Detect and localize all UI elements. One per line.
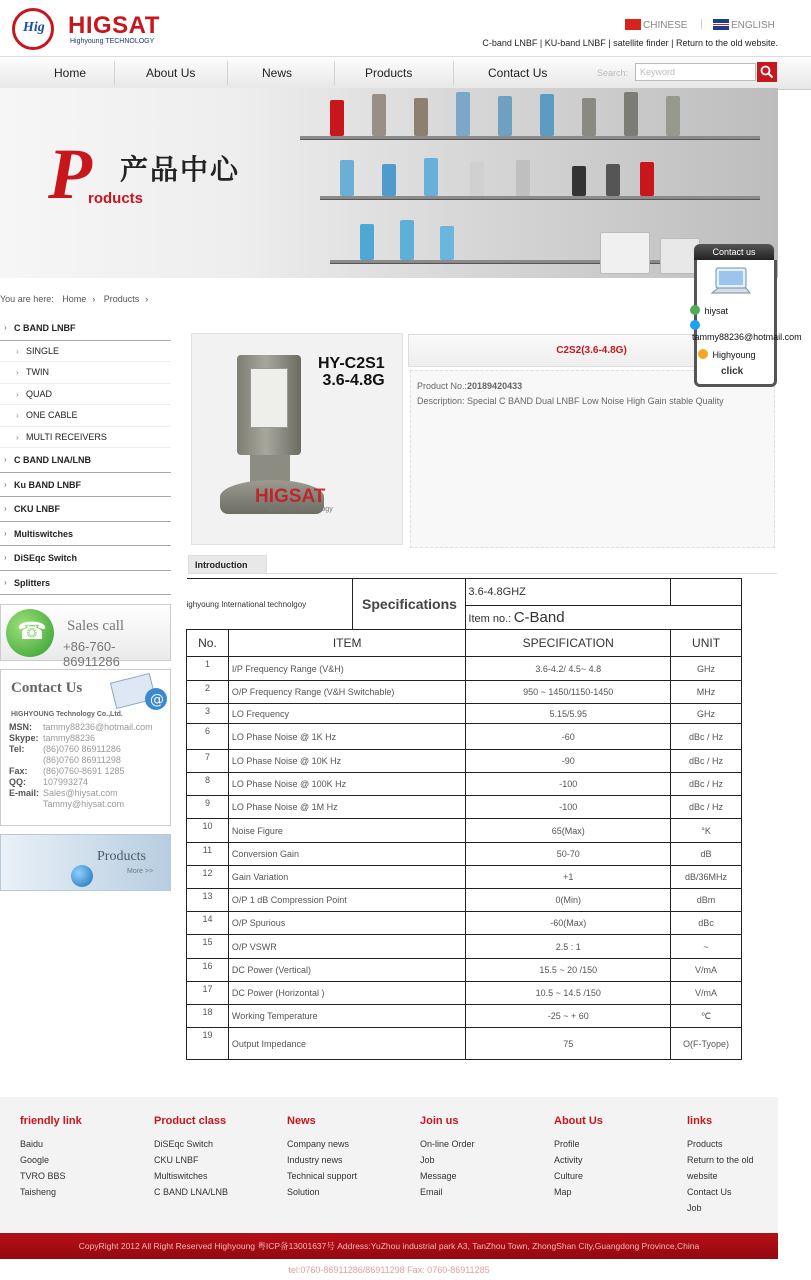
contact-company: HIGHYOUNG Technology Co.,Ltd.: [11, 711, 123, 718]
spec-cell-no: 6: [187, 724, 229, 750]
lnb-image: [572, 166, 586, 196]
nav-home[interactable]: Home: [54, 66, 87, 80]
spec-cell-no: 16: [187, 959, 229, 982]
spec-cell-unit: dB: [671, 843, 742, 866]
lnb-image: [330, 100, 344, 136]
lnb-image: [470, 162, 484, 196]
spec-row: [187, 1028, 742, 1060]
floating-contact-skype[interactable]: [690, 320, 702, 331]
spec-cell-spec: -100: [466, 773, 671, 796]
spec-cell-spec: -90: [466, 750, 671, 773]
footer-column-title: Join us: [420, 1115, 459, 1127]
footer-link[interactable]: C BAND LNA/LNB: [154, 1187, 229, 1197]
contact-msn: MSN: tammy88236@hotmail.com: [9, 722, 153, 732]
spec-cell-item: Gain Variation: [228, 866, 465, 889]
arrow-icon: ›: [16, 389, 19, 399]
spec-cell-item: Output Impedance: [228, 1028, 465, 1060]
spec-cell-spec: -60(Max): [466, 912, 671, 935]
spec-row: [187, 959, 742, 982]
spec-cell-spec: 2.5 : 1: [466, 935, 671, 959]
spec-cell-spec: +1: [466, 866, 671, 889]
footer-link[interactable]: Industry news: [287, 1155, 343, 1165]
footer-link[interactable]: On-line Order: [420, 1139, 475, 1149]
floating-contact-qq[interactable]: Highyoung: [698, 349, 756, 360]
contact-skype: Skype: tammy88236: [9, 733, 96, 743]
spec-cell-item: LO Phase Noise @ 1K Hz: [228, 724, 465, 750]
banner-letter: P: [48, 134, 92, 214]
spec-cell-unit: dBc: [671, 912, 742, 935]
spec-cell-no: 8: [187, 773, 229, 796]
footer-link[interactable]: Products: [687, 1139, 723, 1149]
spec-row: [187, 935, 742, 959]
sales-call-number: +86-760-86911286: [63, 639, 120, 669]
footer-link[interactable]: CKU LNBF: [154, 1155, 199, 1165]
msn-icon: [690, 305, 700, 315]
lnb-image: [498, 96, 512, 136]
product-description: Description: Special C BAND Dual LNBF Low Noise High Gain stable Quality: [417, 396, 724, 406]
spec-cell-unit: ℃: [671, 1005, 742, 1028]
lnb-image: [372, 94, 386, 136]
footer-link[interactable]: Company news: [287, 1139, 350, 1149]
product-image-model: HY-C2S1 3.6-4.8G: [318, 355, 385, 389]
spec-cell-spec: 950 ~ 1450/1150-1450: [466, 681, 671, 704]
lnb-image: [340, 160, 354, 196]
sidebar-item-ku-band-lnbf[interactable]: › Ku BAND LNBF: [0, 473, 171, 498]
contact-qq: QQ: 107993274: [9, 777, 89, 787]
contact-tel-2: (86)0760 86911298: [43, 755, 121, 765]
spec-header-no: No.: [187, 630, 229, 657]
spec-cell-unit: MHz: [671, 681, 742, 704]
top-quick-links[interactable]: C-band LNBF | KU-band LNBF | satellite finder | Return to the old website.: [482, 38, 778, 48]
lnb-image: [666, 96, 680, 136]
sidebar-subitem-twin[interactable]: › TWIN: [0, 362, 171, 384]
arrow-icon: ›: [4, 528, 7, 538]
spec-cell-item: LO Frequency: [228, 704, 465, 724]
lnb-image: [640, 162, 654, 196]
spec-cell-spec: 5.15/5.95: [466, 704, 671, 724]
spec-cell-unit: °K: [671, 819, 742, 843]
spec-cell-item: LO Phase Noise @ 100K Hz: [228, 773, 465, 796]
footer-link[interactable]: Job: [420, 1155, 435, 1165]
arrow-icon: ›: [4, 553, 7, 563]
spec-cell-item: LO Phase Noise @ 10K Hz: [228, 750, 465, 773]
product-number: Product No.:20189420433: [417, 381, 523, 391]
spec-item-no: Item no.: C-Band: [466, 606, 742, 630]
footer-column: [20, 1115, 82, 1200]
search-input[interactable]: Keyword: [635, 63, 756, 81]
spec-cell-unit: V/mA: [671, 959, 742, 982]
phone-icon: ☎: [6, 609, 54, 657]
footer-tel-fax: tel:0760-86911286/86911298 Fax: 0760-86911285: [288, 1265, 490, 1275]
spec-row: [187, 982, 742, 1005]
computer-icon: [710, 266, 754, 298]
footer-link[interactable]: website: [687, 1171, 718, 1181]
spec-cell-spec: 0(Min): [466, 889, 671, 912]
chevron-right-icon: ›: [92, 294, 96, 304]
spec-cell-item: LO Phase Noise @ 1M Hz: [228, 796, 465, 819]
spec-cell-unit: GHz: [671, 657, 742, 681]
footer-link[interactable]: Email: [420, 1187, 443, 1197]
footer-column: [554, 1115, 603, 1200]
lnb-label-image: [250, 368, 288, 428]
spec-cell-no: 2: [187, 681, 229, 704]
lnb-image: [414, 98, 428, 136]
sidebar-item-multiswitches[interactable]: › Multiswitches: [0, 522, 171, 547]
spec-row: [187, 912, 742, 935]
footer-link[interactable]: Culture: [554, 1171, 584, 1181]
spec-cell-unit: dBc / Hz: [671, 796, 742, 819]
lnb-image: [360, 224, 374, 260]
banner-title-cn: 产品中心: [120, 153, 241, 186]
spec-cell-no: 3: [187, 704, 229, 724]
spec-cell-no: 9: [187, 796, 229, 819]
chevron-right-icon: ›: [145, 294, 149, 304]
nav-about-us[interactable]: About Us: [146, 66, 196, 80]
logo-subtitle: Highyoung TECHNOLOGY: [70, 38, 155, 45]
arrow-icon: ›: [4, 455, 7, 465]
nav-contact-us[interactable]: Contact Us: [488, 66, 548, 80]
spec-row: [187, 866, 742, 889]
footer-column-title: friendly link: [20, 1115, 82, 1127]
spec-row: [187, 657, 742, 681]
spec-cell-no: 17: [187, 982, 229, 1005]
spec-cell-no: 11: [187, 843, 229, 866]
spec-cell-no: 12: [187, 866, 229, 889]
logo-mark: Hig: [12, 8, 54, 50]
spec-table: [186, 578, 742, 1060]
footer: [0, 1097, 778, 1232]
spec-cell-unit: dBc / Hz: [671, 773, 742, 796]
arrow-icon: ›: [4, 323, 7, 332]
footer-column-title: Product class: [154, 1115, 227, 1127]
nav-divider: [334, 61, 335, 85]
arrow-icon: ›: [4, 479, 7, 489]
lnb-image: [516, 160, 530, 196]
spec-cell-item: DC Power (Vertical): [228, 959, 465, 982]
footer-column-title: links: [687, 1115, 713, 1127]
nav-divider: [453, 61, 454, 85]
spec-cell-unit: GHz: [671, 704, 742, 724]
sales-call-title: Sales call: [67, 618, 125, 634]
spec-cell-spec: 50-70: [466, 843, 671, 866]
breadcrumb-home[interactable]: Home: [62, 294, 87, 304]
spec-cell-spec: -100: [466, 796, 671, 819]
footer-link[interactable]: Google: [20, 1155, 50, 1165]
skype-icon: [690, 320, 700, 330]
spec-cell-item: O/P VSWR: [228, 935, 465, 959]
spec-cell-unit: dB/36MHz: [671, 866, 742, 889]
nav-news[interactable]: News: [262, 66, 293, 80]
contact-tel: Tel: (86)0760 86911286: [9, 744, 121, 754]
products-promo-more[interactable]: More >>: [127, 868, 154, 875]
spec-cell-unit: O(F-Tyope): [671, 1028, 742, 1060]
top-bar: [0, 0, 811, 56]
lnb-image: [424, 158, 438, 196]
arrow-icon: ›: [16, 368, 19, 378]
breadcrumb-prefix: You are here:: [0, 294, 54, 304]
banner-title-en: roducts: [88, 190, 144, 207]
spec-header-specification: SPECIFICATION: [466, 630, 671, 657]
spec-cell-item: O/P Frequency Range (V&H Switchable): [228, 681, 465, 704]
sidebar-item-c-band-lnbf[interactable]: › C BAND LNBF: [0, 316, 171, 341]
spec-cell-spec: 65(Max): [466, 819, 671, 843]
footer-link[interactable]: Contact Us: [687, 1187, 732, 1197]
spec-cell-spec: -25 ~ + 60: [466, 1005, 671, 1028]
nav-products[interactable]: Products: [365, 66, 413, 80]
spec-cell-spec: -60: [466, 724, 671, 750]
footer-link[interactable]: Activity: [554, 1155, 583, 1165]
footer-link[interactable]: Solution: [287, 1187, 320, 1197]
contact-email: E-mail: Sales@hiysat.com: [9, 788, 118, 798]
breadcrumb: [0, 294, 154, 304]
tab-divider: [188, 573, 777, 574]
footer-column-title: About Us: [554, 1115, 603, 1127]
logo-title: HIGSAT: [68, 12, 160, 39]
product-image-watermark: HIGSAT: [255, 486, 326, 507]
arrow-icon: ›: [4, 504, 7, 514]
spec-row: [187, 773, 742, 796]
main-nav: [0, 56, 811, 90]
contact-box: [0, 669, 171, 826]
lnb-image: [624, 92, 638, 136]
nav-divider: [227, 61, 228, 85]
spec-cell-item: Conversion Gain: [228, 843, 465, 866]
globe-icon: [71, 865, 93, 887]
products-banner: [0, 88, 778, 278]
product-image-watermark-sub: Highyoung Technology: [262, 506, 333, 513]
footer-link[interactable]: Technical support: [287, 1171, 358, 1181]
spec-cell-spec: 75: [466, 1028, 671, 1060]
spec-cell-unit: dBc / Hz: [671, 750, 742, 773]
site-logo[interactable]: [12, 8, 182, 50]
lnb-image: [400, 220, 414, 260]
footer-column: [420, 1115, 475, 1200]
search-label: Search:: [597, 68, 629, 78]
footer-link[interactable]: DiSEqc Switch: [154, 1139, 214, 1149]
spec-row: [187, 796, 742, 819]
qq-icon: [698, 349, 708, 359]
spec-row: [187, 1005, 742, 1028]
spec-frequency: 3.6-4.8GHZ: [466, 579, 671, 606]
shelf: [300, 136, 760, 140]
spec-cell-item: O/P Spurious: [228, 912, 465, 935]
search-icon: [760, 65, 774, 79]
footer-link[interactable]: Baidu: [20, 1139, 44, 1149]
spec-cell-no: 19: [187, 1028, 229, 1060]
category-sidebar: [0, 316, 171, 595]
spec-cell-no: 14: [187, 912, 229, 935]
arrow-icon: ›: [16, 411, 19, 421]
arrow-icon: ›: [16, 346, 19, 356]
footer-link[interactable]: TVRO BBS: [20, 1171, 66, 1181]
spec-cell-no: 10: [187, 819, 229, 843]
footer-link[interactable]: Profile: [554, 1139, 580, 1149]
sidebar-subitem-quad[interactable]: › QUAD: [0, 384, 171, 406]
lnb-image: [440, 226, 454, 260]
spec-cell-no: 13: [187, 889, 229, 912]
floating-contact-click[interactable]: click: [721, 366, 744, 377]
spec-header-item: ITEM: [228, 630, 465, 657]
spec-empty-cell: [671, 579, 742, 606]
contact-box-title: Contact Us: [11, 680, 83, 696]
spec-header-unit: UNIT: [671, 630, 742, 657]
arrow-icon: ›: [16, 432, 19, 442]
lang-chinese-link[interactable]: CHINESE: [625, 19, 687, 31]
spec-cell-unit: dBm: [671, 889, 742, 912]
copyright-bar: CopyRight 2012 All Right Reserved Highyoung 粤ICP备13001637号 Address:YuZhou industrial park A3, TanZhou Town, ZhongShan City,Guangdong Province,China: [0, 1233, 778, 1259]
lnb-image: [606, 164, 620, 196]
spec-cell-no: 7: [187, 750, 229, 773]
nav-divider: [114, 61, 115, 85]
breadcrumb-products[interactable]: Products: [103, 294, 140, 304]
contact-fax: Fax: (86)0760-8691 1285: [9, 766, 125, 776]
footer-link[interactable]: Map: [554, 1187, 572, 1197]
sidebar-item-cku-lnbf[interactable]: › CKU LNBF: [0, 497, 171, 522]
spec-row: [187, 819, 742, 843]
sales-call-box: [0, 604, 171, 669]
sidebar-subitem-one-cable[interactable]: › ONE CABLE: [0, 405, 171, 427]
contact-email-2: Tammy@hiysat.com: [43, 799, 125, 809]
spec-company-cell: ighyoung International technolgoy Specifications: [187, 579, 466, 630]
product-name: C2S2(3.6-4.8G): [408, 334, 775, 367]
spec-cell-spec: 15.5 ~ 20 /150: [466, 959, 671, 982]
spec-row: [187, 704, 742, 724]
spec-cell-no: 15: [187, 935, 229, 959]
footer-link[interactable]: Multiswitches: [154, 1171, 208, 1181]
footer-link[interactable]: Message: [420, 1171, 457, 1181]
lang-separator: |: [700, 18, 703, 30]
lnb-image: [540, 94, 554, 136]
arrow-icon: ›: [4, 577, 7, 587]
floating-contact-title: Contact us: [694, 244, 774, 260]
spec-row: [187, 724, 742, 750]
shelf: [320, 196, 760, 200]
spec-cell-no: 18: [187, 1005, 229, 1028]
lnb-image: [456, 92, 470, 136]
tab-introduction[interactable]: Introduction: [188, 555, 267, 574]
spec-cell-item: Noise Figure: [228, 819, 465, 843]
footer-column: [287, 1115, 357, 1200]
lnb-image: [382, 164, 396, 196]
floating-contact-msn[interactable]: hiysat: [690, 305, 728, 316]
search-button[interactable]: [757, 62, 777, 82]
sidebar-subitem-multi-receivers[interactable]: › MULTI RECEIVERS: [0, 427, 171, 449]
footer-link[interactable]: Return to the old: [687, 1155, 754, 1165]
sidebar-item-diseqc-switch[interactable]: › DiSEqc Switch: [0, 546, 171, 571]
lang-english-link[interactable]: ENGLISH: [713, 19, 775, 31]
floating-contact-widget[interactable]: [692, 244, 802, 387]
lnb-image: [582, 98, 596, 136]
footer-link[interactable]: Job: [687, 1203, 702, 1213]
uk-flag-icon: [713, 19, 729, 30]
floating-contact-skype-id[interactable]: tammy88236@hotmail.com: [692, 332, 802, 342]
spec-cell-unit: dBc / Hz: [671, 724, 742, 750]
footer-column-title: News: [287, 1115, 316, 1127]
footer-column: [154, 1115, 228, 1200]
spec-cell-spec: 3.6-4.2/ 4.5~ 4.8: [466, 657, 671, 681]
sidebar-item-c-band-lna-lnb[interactable]: › C BAND LNA/LNB: [0, 448, 171, 473]
spec-row: [187, 681, 742, 704]
spec-cell-item: Working Temperature: [228, 1005, 465, 1028]
spec-cell-no: 1: [187, 657, 229, 681]
spec-cell-spec: 10.5 ~ 14.5 /150: [466, 982, 671, 1005]
sidebar-item-splitters[interactable]: › Splitters: [0, 571, 171, 596]
spec-cell-unit: ~: [671, 935, 742, 959]
products-promo-title: Products: [97, 849, 146, 864]
footer-link[interactable]: Taisheng: [20, 1187, 57, 1197]
spec-row: [187, 843, 742, 866]
spec-cell-item: I/P Frequency Range (V&H): [228, 657, 465, 681]
spec-cell-unit: V/mA: [671, 982, 742, 1005]
spec-cell-item: DC Power (Horizontal ): [228, 982, 465, 1005]
spec-row: [187, 750, 742, 773]
email-icon: [109, 672, 169, 712]
spec-row: [187, 889, 742, 912]
spec-cell-item: O/P 1 dB Compression Point: [228, 889, 465, 912]
svg-text:@: @: [150, 692, 164, 708]
product-box-image: [600, 232, 650, 274]
footer-column: [687, 1115, 754, 1216]
china-flag-icon: [625, 19, 641, 30]
products-promo-box[interactable]: [0, 834, 171, 891]
sidebar-subitem-single[interactable]: › SINGLE: [0, 341, 171, 363]
